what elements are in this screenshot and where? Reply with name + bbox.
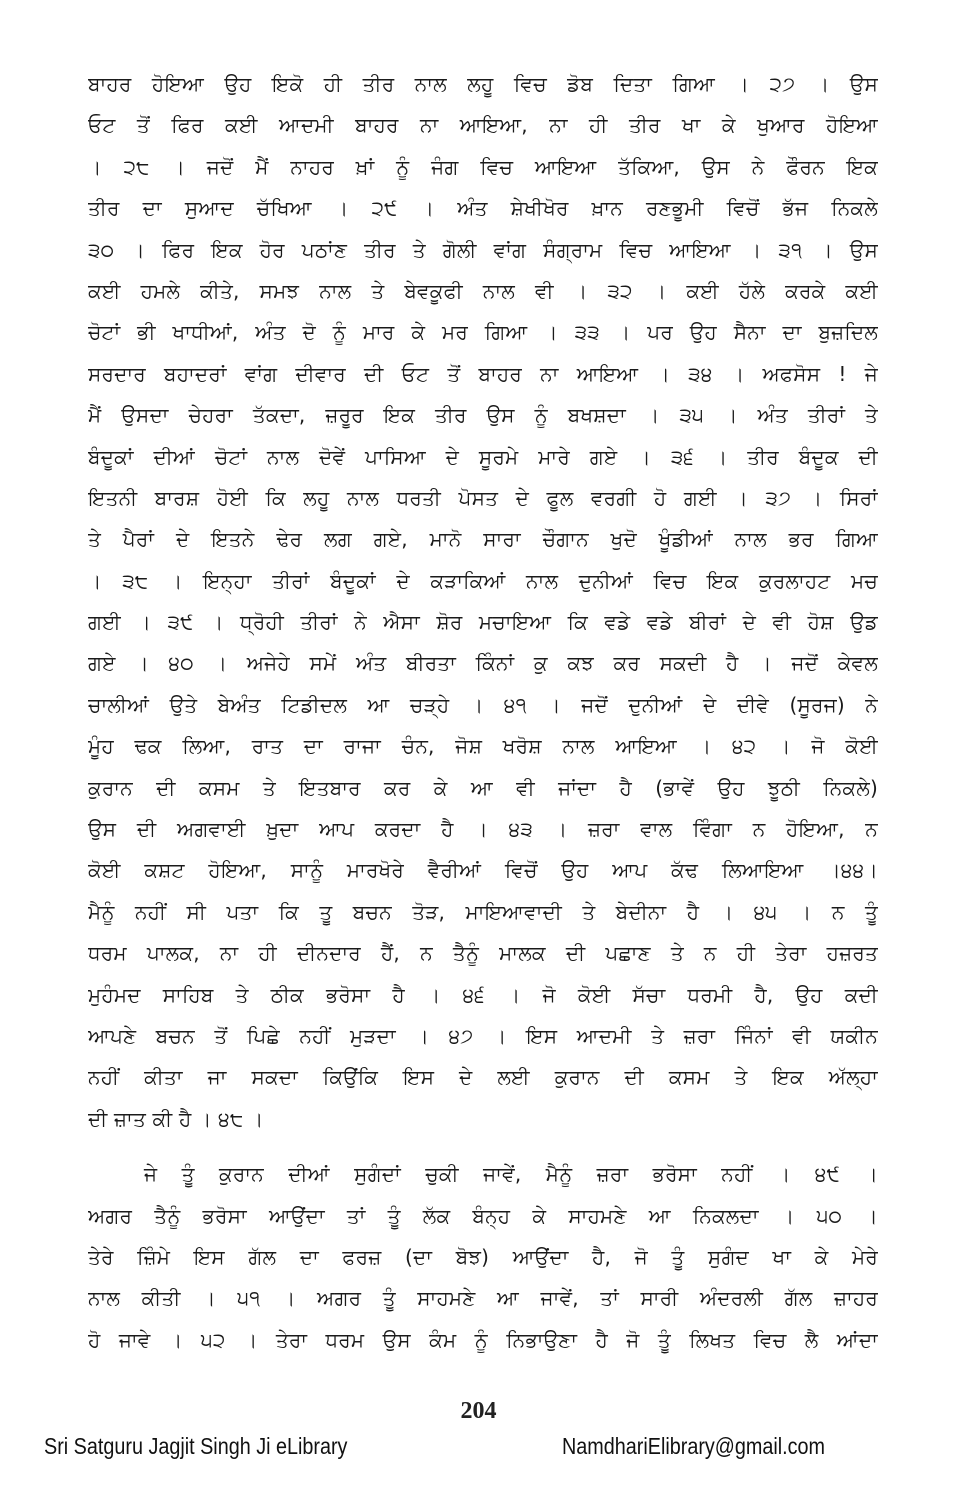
text-line: ਤੇਰੇ ਜ਼ਿੰਮੇ ਇਸ ਗੱਲ ਦਾ ਫਰਜ਼ (ਦਾ ਬੋਝ) ਆਉਂਦਾ ਹੈ, ਜੋ ਤੂੰ ਸੁਗੰਦ ਖਾ ਕੇ ਮੇਰੇ (88, 1244, 878, 1269)
text-line: । ੨੮ । ਜਦੋਂ ਮੈਂ ਨਾਹਰ ਖ਼ਾਂ ਨੂੰ ਜੰਗ ਵਿਚ ਆਇਆ ਤੱਕਿਆ, ਉਸ ਨੇ ਫੌਰਨ ਇਕ (88, 154, 878, 179)
text-line: ਨਾਲ ਕੀਤੀ । ੫੧ । ਅਗਰ ਤੂੰ ਸਾਹਮਣੇ ਆ ਜਾਵੇਂ, ਤਾਂ ਸਾਰੀ ਅੰਦਰਲੀ ਗੱਲ ਜ਼ਾਹਰ (88, 1286, 878, 1311)
text-line: ਓਟ ਤੋਂ ਫਿਰ ਕਈ ਆਦਮੀ ਬਾਹਰ ਨਾ ਆਇਆ, ਨਾ ਹੀ ਤੀਰ ਖਾ ਕੇ ਖੁਆਰ ਹੋਇਆ (88, 113, 878, 138)
footer-library-name: Sri Satguru Jagjit Singh Ji eLibrary (44, 1433, 348, 1459)
text-line: ਸਰਦਾਰ ਬਹਾਦਰਾਂ ਵਾਂਗ ਦੀਵਾਰ ਦੀ ਓਟ ਤੋਂ ਬਾਹਰ ਨਾ ਆਇਆ । ੩੪ । ਅਫਸੋਸ ! ਜੇ (88, 361, 878, 386)
text-line: ਉਸ ਦੀ ਅਗਵਾਈ ਖ਼ੁਦਾ ਆਪ ਕਰਦਾ ਹੈ । ੪੩ । ਜ਼ਰਾ ਵਾਲ ਵਿੰਗਾ ਨ ਹੋਇਆ, ਨ (88, 817, 878, 842)
footer-email: NamdhariElibrary@gmail.com (562, 1433, 826, 1459)
page-number: 204 (460, 1398, 497, 1424)
text-line: । ੩੮ । ਇਨ੍ਹਾ ਤੀਰਾਂ ਬੰਦੂਕਾਂ ਦੇ ਕੜਾਕਿਆਂ ਨਾਲ ਦੁਨੀਆਂ ਵਿਚ ਇਕ ਕੁਰਲਾਹਟ ਮਚ (88, 568, 878, 593)
text-line: ਧਰਮ ਪਾਲਕ, ਨਾ ਹੀ ਦੀਨਦਾਰ ਹੈਂ, ਨ ਤੈਨੂੰ ਮਾਲਕ ਦੀ ਪਛਾਣ ਤੇ ਨ ਹੀ ਤੇਰਾ ਹਜ਼ਰਤ (88, 941, 878, 966)
text-line: ਦੀ ਜ਼ਾਤ ਕੀ ਹੈ । ੪੮ । (88, 1106, 264, 1131)
text-line: ਚਾਲੀਆਂ ਉਤੇ ਬੇਅੰਤ ਟਿਡੀਦਲ ਆ ਚੜ੍ਹੇ । ੪੧ । ਜਦੋਂ ਦੁਨੀਆਂ ਦੇ ਦੀਵੇ (ਸੂਰਜ) ਨੇ (88, 692, 878, 717)
text-line: ਮੁਹੰਮਦ ਸਾਹਿਬ ਤੇ ਠੀਕ ਭਰੋਸਾ ਹੈ । ੪੬ । ਜੋ ਕੋਈ ਸੱਚਾ ਧਰਮੀ ਹੈ, ਉਹ ਕਦੀ (88, 982, 878, 1007)
text-line: ਬੰਦੂਕਾਂ ਦੀਆਂ ਚੋਟਾਂ ਨਾਲ ਦੋਵੇਂ ਪਾਸਿਆ ਦੇ ਸੂਰਮੇ ਮਾਰੇ ਗਏ । ੩੬ । ਤੀਰ ਬੰਦੂਕ ਦੀ (88, 444, 878, 469)
body-text (88, 64, 878, 1361)
text-line: ਮੈਂ ਉਸਦਾ ਚੇਹਰਾ ਤੱਕਦਾ, ਜ਼ਰੂਰ ਇਕ ਤੀਰ ਉਸ ਨੂੰ ਬਖਸ਼ਦਾ । ੩੫ । ਅੰਤ ਤੀਰਾਂ ਤੇ (88, 403, 878, 428)
text-line: ੩੦ । ਫਿਰ ਇਕ ਹੋਰ ਪਠਾਂਣ ਤੀਰ ਤੇ ਗੋਲੀ ਵਾਂਗ ਸੰਗ੍ਰਾਮ ਵਿਚ ਆਇਆ । ੩੧ । ਉਸ (88, 237, 878, 262)
text-line: ਇਤਨੀ ਬਾਰਸ਼ ਹੋਈ ਕਿ ਲਹੂ ਨਾਲ ਧਰਤੀ ਪੋਸਤ ਦੇ ਫੂਲ ਵਰਗੀ ਹੋ ਗਈ । ੩੭ । ਸਿਰਾਂ (88, 485, 878, 510)
text-line: ਚੋਟਾਂ ਭੀ ਖਾਧੀਆਂ, ਅੰਤ ਦੋ ਨੂੰ ਮਾਰ ਕੇ ਮਰ ਗਿਆ । ੩੩ । ਪਰ ਉਹ ਸੈਨਾ ਦਾ ਬੁਜ਼ਦਿਲ (88, 320, 878, 345)
text-line: ਨਹੀਂ ਕੀਤਾ ਜਾ ਸਕਦਾ ਕਿਉਂਕਿ ਇਸ ਦੇ ਲਈ ਕੁਰਾਨ ਦੀ ਕਸਮ ਤੇ ਇਕ ਅੱਲ੍ਹਾ (88, 1065, 878, 1090)
text-line: ਬਾਹਰ ਹੋਇਆ ਉਹ ਇਕੋ ਹੀ ਤੀਰ ਨਾਲ ਲਹੂ ਵਿਚ ਡੋਬ ਦਿਤਾ ਗਿਆ । ੨੭ । ਉਸ (88, 72, 878, 96)
text-line: ਮੈਨੂੰ ਨਹੀਂ ਸੀ ਪਤਾ ਕਿ ਤੂ ਬਚਨ ਤੋੜ, ਮਾਇਆਵਾਦੀ ਤੇ ਬੇਦੀਨਾ ਹੈ । ੪੫ । ਨ ਤੂੰ (88, 899, 878, 924)
text-line: ਗਈ । ੩੯ । ਧ੍ਰੋਹੀ ਤੀਰਾਂ ਨੇ ਐਸਾ ਸ਼ੋਰ ਮਚਾਇਆ ਕਿ ਵਡੇ ਵਡੇ ਬੀਰਾਂ ਦੇ ਵੀ ਹੋਸ਼ ਉਡ (88, 610, 878, 635)
text-line: ਅਗਰ ਤੈਨੂੰ ਭਰੋਸਾ ਆਉਂਦਾ ਤਾਂ ਤੂੰ ਲੱਕ ਬੰਨ੍ਹ ਕੇ ਸਾਹਮਣੇ ਆ ਨਿਕਲਦਾ । ੫੦ । (88, 1203, 878, 1228)
text-line: ਹੋ ਜਾਵੇ । ੫੨ । ਤੇਰਾ ਧਰਮ ਉਸ ਕੰਮ ਨੂੰ ਨਿਭਾਉਣਾ ਹੈ ਜੋ ਤੂੰ ਲਿਖਤ ਵਿਚ ਲੈ ਆਂਦਾ (88, 1327, 878, 1352)
text-line: ਕੋਈ ਕਸ਼ਟ ਹੋਇਆ, ਸਾਨੂੰ ਮਾਰਖੋਰੇ ਵੈਰੀਆਂ ਵਿਚੋਂ ਉਹ ਆਪ ਕੱਢ ਲਿਆਇਆ ।੪੪। (88, 858, 878, 883)
text-line: ਕਈ ਹਮਲੇ ਕੀਤੇ, ਸਮਝ ਨਾਲ ਤੇ ਬੇਵਕੂਫੀ ਨਾਲ ਵੀ । ੩੨ । ਕਈ ਹੱਲੇ ਕਰਕੇ ਕਈ (88, 278, 878, 303)
text-line: ਗਏ । ੪੦ । ਅਜੇਹੇ ਸਮੇਂ ਅੰਤ ਬੀਰਤਾ ਕਿੰਨਾਂ ਕੁ ਕਝ ਕਰ ਸਕਦੀ ਹੈ । ਜਦੋਂ ਕੇਵਲ (88, 651, 878, 676)
text-line: ਮੂੰਹ ਢਕ ਲਿਆ, ਰਾਤ ਦਾ ਰਾਜਾ ਚੰਨ, ਜੋਸ਼ ਖਰੋਸ਼ ਨਾਲ ਆਇਆ । ੪੨ । ਜੋ ਕੋਈ (88, 734, 878, 759)
text-line: ਤੀਰ ਦਾ ਸੁਆਦ ਚੱਖਿਆ । ੨੯ । ਅੰਤ ਸ਼ੇਖੀਖੋਰ ਖ਼ਾਨ ਰਣਭੂਮੀ ਵਿਚੋਂ ਭੱਜ ਨਿਕਲੇ (88, 196, 878, 221)
text-line: ਜੇ ਤੂੰ ਕੁਰਾਨ ਦੀਆਂ ਸੁਗੰਦਾਂ ਚੁਕੀ ਜਾਵੇਂ, ਮੈਨੂੰ ਜ਼ਰਾ ਭਰੋਸਾ ਨਹੀਂ । ੪੯ । (144, 1162, 878, 1187)
text-line: ਤੇ ਪੈਰਾਂ ਦੇ ਇਤਨੇ ਢੇਰ ਲਗ ਗਏ, ਮਾਨੋ ਸਾਰਾ ਚੌਗਾਨ ਖੁਦੋ ਖੂੰਡੀਆਂ ਨਾਲ ਭਰ ਗਿਆ (88, 527, 878, 552)
text-line: ਆਪਣੇ ਬਚਨ ਤੋਂ ਪਿਛੇ ਨਹੀਂ ਮੁੜਦਾ । ੪੭ । ਇਸ ਆਦਮੀ ਤੇ ਜ਼ਰਾ ਜਿੰਨਾਂ ਵੀ ਯਕੀਨ (88, 1023, 878, 1048)
text-line: ਕੁਰਾਨ ਦੀ ਕਸਮ ਤੇ ਇਤਬਾਰ ਕਰ ਕੇ ਆ ਵੀ ਜਾਂਦਾ ਹੈ (ਭਾਵੇਂ ਉਹ ਝੂਠੀ ਨਿਕਲੇ) (88, 775, 878, 800)
